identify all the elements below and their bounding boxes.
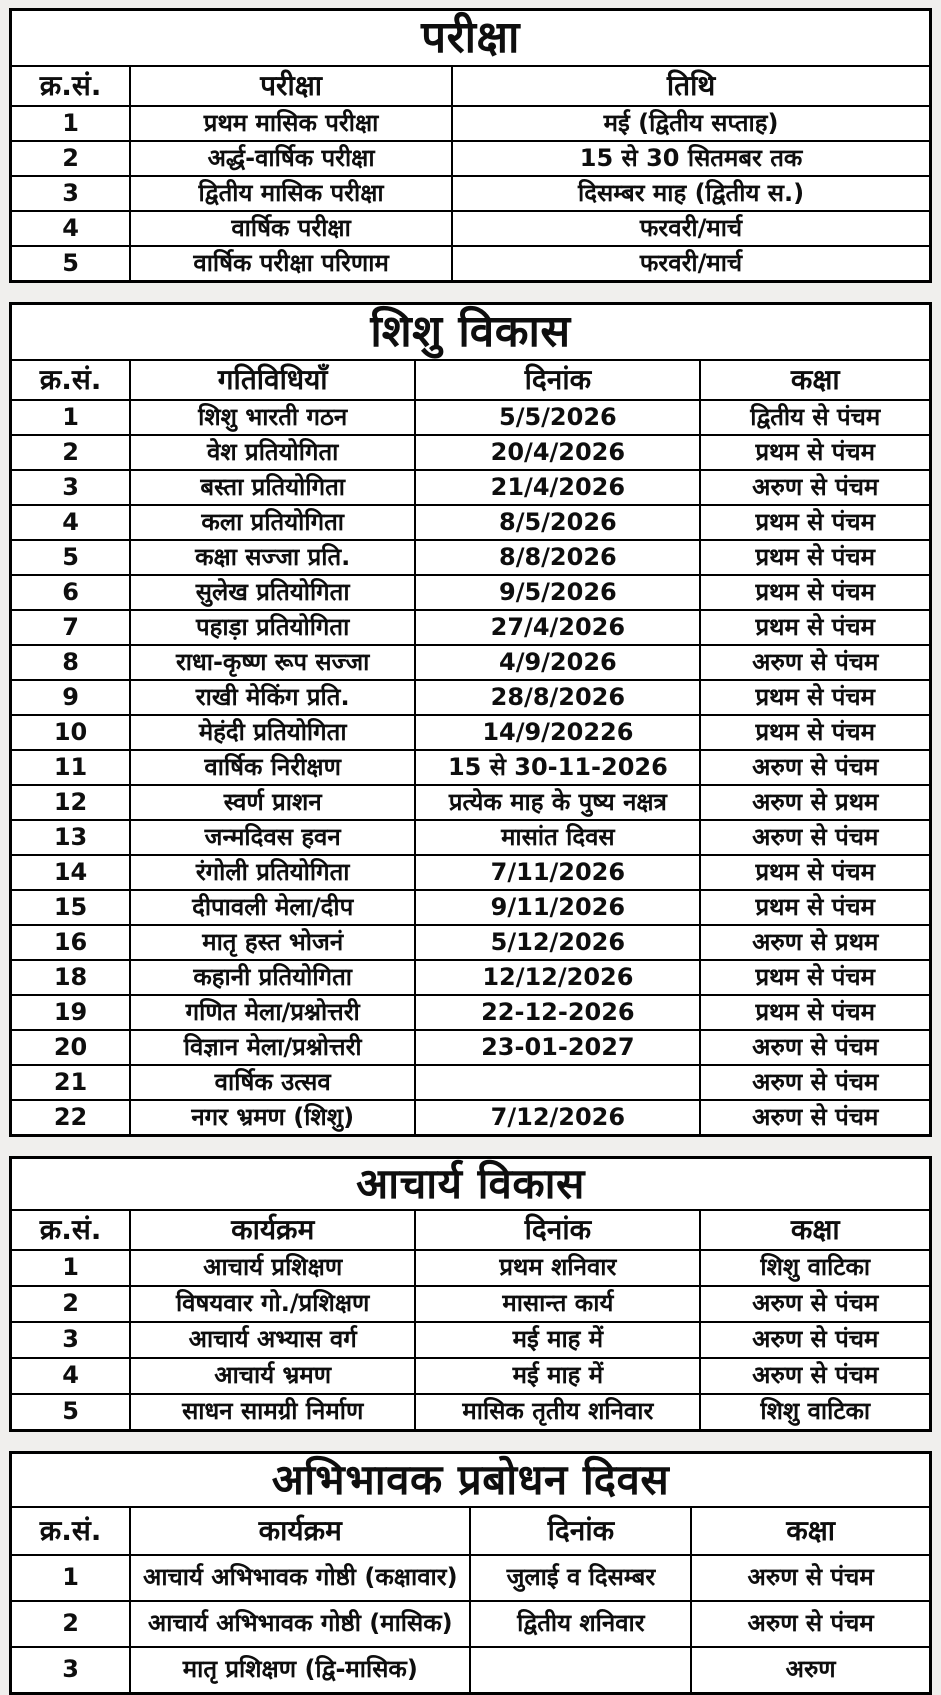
- table-cell: 9: [11, 680, 131, 715]
- column-header: दिनांक: [470, 1507, 691, 1555]
- table-cell: 19: [11, 995, 131, 1030]
- table-cell: 12: [11, 785, 131, 820]
- table-row: [11, 435, 931, 470]
- table-row: [11, 1286, 931, 1322]
- table-title-row: [11, 1453, 931, 1508]
- table-cell: अरुण से पंचम: [700, 1100, 930, 1136]
- table-cell: प्रथम से पंचम: [700, 435, 930, 470]
- table-cell: 4: [11, 211, 131, 246]
- table-cell: 5: [11, 540, 131, 575]
- table-cell: वार्षिक परीक्षा परिणाम: [130, 246, 452, 282]
- table-title: अभिभावक प्रबोधन दिवस: [11, 1453, 931, 1508]
- table-row: [11, 505, 931, 540]
- shishu-vikas-table: [9, 302, 932, 1137]
- table-cell: शिशु भारती गठन: [130, 400, 415, 435]
- table-cell: 21: [11, 1065, 131, 1100]
- table-cell: अरुण से प्रथम: [700, 785, 930, 820]
- column-header: क्र.सं.: [11, 1507, 131, 1555]
- table-cell: 3: [11, 1322, 131, 1358]
- table-cell: मई माह में: [415, 1358, 700, 1394]
- table-cell: द्वितीय शनिवार: [470, 1601, 691, 1647]
- table-cell: पहाड़ा प्रतियोगिता: [130, 610, 415, 645]
- pariksha-table: [9, 8, 932, 283]
- table-cell: [415, 1065, 700, 1100]
- table-cell: 2: [11, 435, 131, 470]
- table-row: [11, 246, 931, 282]
- table-row: [11, 855, 931, 890]
- table-cell: 20: [11, 1030, 131, 1065]
- table-cell: अरुण से पंचम: [700, 1322, 930, 1358]
- table-cell: 27/4/2026: [415, 610, 700, 645]
- table-cell: आचार्य प्रशिक्षण: [130, 1250, 415, 1286]
- column-header: दिनांक: [415, 1210, 700, 1250]
- table-cell: 4: [11, 1358, 131, 1394]
- shishu-vikas-grid: [9, 302, 932, 1137]
- table-cell: 1: [11, 400, 131, 435]
- table-header-row: [11, 360, 931, 400]
- table-cell: 8: [11, 645, 131, 680]
- table-cell: 7/12/2026: [415, 1100, 700, 1136]
- table-row: [11, 1065, 931, 1100]
- table-row: [11, 1555, 931, 1601]
- table-row: [11, 925, 931, 960]
- table-cell: 15 से 30 सितमबर तक: [452, 141, 930, 176]
- table-cell: 5/12/2026: [415, 925, 700, 960]
- table-cell: कला प्रतियोगिता: [130, 505, 415, 540]
- table-cell: प्रत्येक माह के पुष्य नक्षत्र: [415, 785, 700, 820]
- table-title: आचार्य विकास: [11, 1158, 931, 1211]
- table-cell: 6: [11, 575, 131, 610]
- table-cell: 28/8/2026: [415, 680, 700, 715]
- table-header-row: [11, 1507, 931, 1555]
- table-cell: 5: [11, 246, 131, 282]
- table-row: [11, 176, 931, 211]
- table-cell: 3: [11, 1647, 131, 1694]
- table-cell: 15: [11, 890, 131, 925]
- table-cell: अरुण से पंचम: [700, 1286, 930, 1322]
- table-row: [11, 890, 931, 925]
- table-cell: 2: [11, 1601, 131, 1647]
- column-header: दिनांक: [415, 360, 700, 400]
- table-row: [11, 211, 931, 246]
- table-cell: अरुण से पंचम: [700, 645, 930, 680]
- column-header: कक्षा: [700, 360, 930, 400]
- table-cell: 15 से 30-11-2026: [415, 750, 700, 785]
- table-cell: प्रथम मासिक परीक्षा: [130, 106, 452, 141]
- table-cell: दीपावली मेला/दीप: [130, 890, 415, 925]
- table-cell: 14/9/20226: [415, 715, 700, 750]
- table-row: [11, 645, 931, 680]
- table-row: [11, 1030, 931, 1065]
- table-cell: 5: [11, 1394, 131, 1431]
- table-cell: मेहंदी प्रतियोगिता: [130, 715, 415, 750]
- table-cell: अर्द्ध-वार्षिक परीक्षा: [130, 141, 452, 176]
- table-cell: 7/11/2026: [415, 855, 700, 890]
- table-cell: 10: [11, 715, 131, 750]
- table-cell: कहानी प्रतियोगिता: [130, 960, 415, 995]
- table-cell: वार्षिक उत्सव: [130, 1065, 415, 1100]
- table-row: [11, 1394, 931, 1431]
- table-cell: प्रथम शनिवार: [415, 1250, 700, 1286]
- table-cell: विज्ञान मेला/प्रश्नोत्तरी: [130, 1030, 415, 1065]
- table-cell: 7: [11, 610, 131, 645]
- table-cell: 20/4/2026: [415, 435, 700, 470]
- table-cell: अरुण से पंचम: [700, 1065, 930, 1100]
- table-cell: मई माह में: [415, 1322, 700, 1358]
- table-title-row: [11, 304, 931, 361]
- table-cell: 22-12-2026: [415, 995, 700, 1030]
- table-cell: आचार्य अभिभावक गोष्ठी (कक्षावार): [130, 1555, 470, 1601]
- table-row: [11, 680, 931, 715]
- column-header: क्र.सं.: [11, 360, 131, 400]
- pariksha-grid: [9, 8, 932, 283]
- table-cell: अरुण से पंचम: [700, 750, 930, 785]
- table-row: [11, 1100, 931, 1136]
- table-cell: विषयवार गो./प्रशिक्षण: [130, 1286, 415, 1322]
- table-cell: जन्मदिवस हवन: [130, 820, 415, 855]
- column-header: क्र.सं.: [11, 66, 131, 106]
- table-cell: 21/4/2026: [415, 470, 700, 505]
- table-cell: 4/9/2026: [415, 645, 700, 680]
- table-cell: प्रथम से पंचम: [700, 995, 930, 1030]
- table-cell: 14: [11, 855, 131, 890]
- table-cell: 11: [11, 750, 131, 785]
- table-cell: 1: [11, 1250, 131, 1286]
- table-title-row: [11, 10, 931, 67]
- table-cell: जुलाई व दिसम्बर: [470, 1555, 691, 1601]
- table-cell: वार्षिक परीक्षा: [130, 211, 452, 246]
- table-title-row: [11, 1158, 931, 1211]
- table-cell: 8/5/2026: [415, 505, 700, 540]
- table-cell: अरुण से पंचम: [700, 1358, 930, 1394]
- table-cell: शिशु वाटिका: [700, 1394, 930, 1431]
- table-cell: रंगोली प्रतियोगिता: [130, 855, 415, 890]
- table-cell: आचार्य अभिभावक गोष्ठी (मासिक): [130, 1601, 470, 1647]
- table-row: [11, 106, 931, 141]
- table-cell: प्रथम से पंचम: [700, 610, 930, 645]
- table-cell: अरुण से पंचम: [691, 1601, 930, 1647]
- table-cell: मातृ प्रशिक्षण (द्वि-मासिक): [130, 1647, 470, 1694]
- table-row: [11, 1358, 931, 1394]
- table-cell: गणित मेला/प्रश्नोत्तरी: [130, 995, 415, 1030]
- table-cell: बस्ता प्रतियोगिता: [130, 470, 415, 505]
- column-header: गतिविधियाँ: [130, 360, 415, 400]
- table-cell: मई (द्वितीय सप्ताह): [452, 106, 930, 141]
- table-cell: द्वितीय से पंचम: [700, 400, 930, 435]
- table-cell: प्रथम से पंचम: [700, 505, 930, 540]
- table-cell: प्रथम से पंचम: [700, 715, 930, 750]
- acharya-vikas-grid: [9, 1156, 932, 1432]
- table-cell: 2: [11, 141, 131, 176]
- table-row: [11, 820, 931, 855]
- table-row: [11, 715, 931, 750]
- table-cell: 22: [11, 1100, 131, 1136]
- table-cell: शिशु वाटिका: [700, 1250, 930, 1286]
- table-cell: फरवरी/मार्च: [452, 246, 930, 282]
- table-row: [11, 1647, 931, 1694]
- table-cell: [470, 1647, 691, 1694]
- table-cell: अरुण से पंचम: [691, 1555, 930, 1601]
- table-cell: 8/8/2026: [415, 540, 700, 575]
- table-cell: द्वितीय मासिक परीक्षा: [130, 176, 452, 211]
- table-cell: 3: [11, 470, 131, 505]
- table-cell: राखी मेकिंग प्रति.: [130, 680, 415, 715]
- table-cell: वार्षिक निरीक्षण: [130, 750, 415, 785]
- table-cell: साधन सामग्री निर्माण: [130, 1394, 415, 1431]
- table-cell: 4: [11, 505, 131, 540]
- table-cell: स्वर्ण प्राशन: [130, 785, 415, 820]
- table-row: [11, 1322, 931, 1358]
- table-cell: 5/5/2026: [415, 400, 700, 435]
- table-row: [11, 470, 931, 505]
- table-row: [11, 1601, 931, 1647]
- table-cell: प्रथम से पंचम: [700, 575, 930, 610]
- table-row: [11, 750, 931, 785]
- table-cell: 12/12/2026: [415, 960, 700, 995]
- table-row: [11, 141, 931, 176]
- table-cell: वेश प्रतियोगिता: [130, 435, 415, 470]
- table-cell: सुलेख प्रतियोगिता: [130, 575, 415, 610]
- column-header: क्र.सं.: [11, 1210, 131, 1250]
- table-cell: फरवरी/मार्च: [452, 211, 930, 246]
- abhibhavak-prabodhan-divas-grid: [9, 1451, 932, 1695]
- table-cell: 13: [11, 820, 131, 855]
- column-header: कार्यक्रम: [130, 1210, 415, 1250]
- column-header: कक्षा: [700, 1210, 930, 1250]
- table-cell: 1: [11, 106, 131, 141]
- table-cell: 3: [11, 176, 131, 211]
- table-cell: 23-01-2027: [415, 1030, 700, 1065]
- table-cell: कक्षा सज्जा प्रति.: [130, 540, 415, 575]
- table-cell: मातृ हस्त भोजनं: [130, 925, 415, 960]
- table-cell: 1: [11, 1555, 131, 1601]
- table-cell: प्रथम से पंचम: [700, 855, 930, 890]
- table-cell: 2: [11, 1286, 131, 1322]
- table-title: परीक्षा: [11, 10, 931, 67]
- table-cell: अरुण से पंचम: [700, 1030, 930, 1065]
- table-cell: मासांत दिवस: [415, 820, 700, 855]
- table-cell: आचार्य भ्रमण: [130, 1358, 415, 1394]
- table-row: [11, 610, 931, 645]
- table-row: [11, 995, 931, 1030]
- table-row: [11, 1250, 931, 1286]
- table-header-row: [11, 1210, 931, 1250]
- table-cell: अरुण से पंचम: [700, 820, 930, 855]
- table-cell: अरुण: [691, 1647, 930, 1694]
- table-cell: अरुण से प्रथम: [700, 925, 930, 960]
- table-cell: प्रथम से पंचम: [700, 960, 930, 995]
- table-cell: राधा-कृष्ण रूप सज्जा: [130, 645, 415, 680]
- table-cell: प्रथम से पंचम: [700, 890, 930, 925]
- table-cell: मासिक तृतीय शनिवार: [415, 1394, 700, 1431]
- table-row: [11, 575, 931, 610]
- table-cell: 9/11/2026: [415, 890, 700, 925]
- table-cell: 9/5/2026: [415, 575, 700, 610]
- table-row: [11, 960, 931, 995]
- abhibhavak-prabodhan-table: [9, 1451, 932, 1695]
- table-cell: अरुण से पंचम: [700, 470, 930, 505]
- table-cell: मासान्त कार्य: [415, 1286, 700, 1322]
- table-cell: 16: [11, 925, 131, 960]
- column-header: तिथि: [452, 66, 930, 106]
- table-row: [11, 540, 931, 575]
- table-cell: दिसम्बर माह (द्वितीय स.): [452, 176, 930, 211]
- acharya-vikas-table: [9, 1156, 932, 1432]
- table-row: [11, 400, 931, 435]
- table-cell: प्रथम से पंचम: [700, 540, 930, 575]
- column-header: कक्षा: [691, 1507, 930, 1555]
- table-row: [11, 785, 931, 820]
- table-cell: 18: [11, 960, 131, 995]
- column-header: परीक्षा: [130, 66, 452, 106]
- table-header-row: [11, 66, 931, 106]
- table-cell: प्रथम से पंचम: [700, 680, 930, 715]
- column-header: कार्यक्रम: [130, 1507, 470, 1555]
- table-title: शिशु विकास: [11, 304, 931, 361]
- table-cell: आचार्य अभ्यास वर्ग: [130, 1322, 415, 1358]
- table-cell: नगर भ्रमण (शिशु): [130, 1100, 415, 1136]
